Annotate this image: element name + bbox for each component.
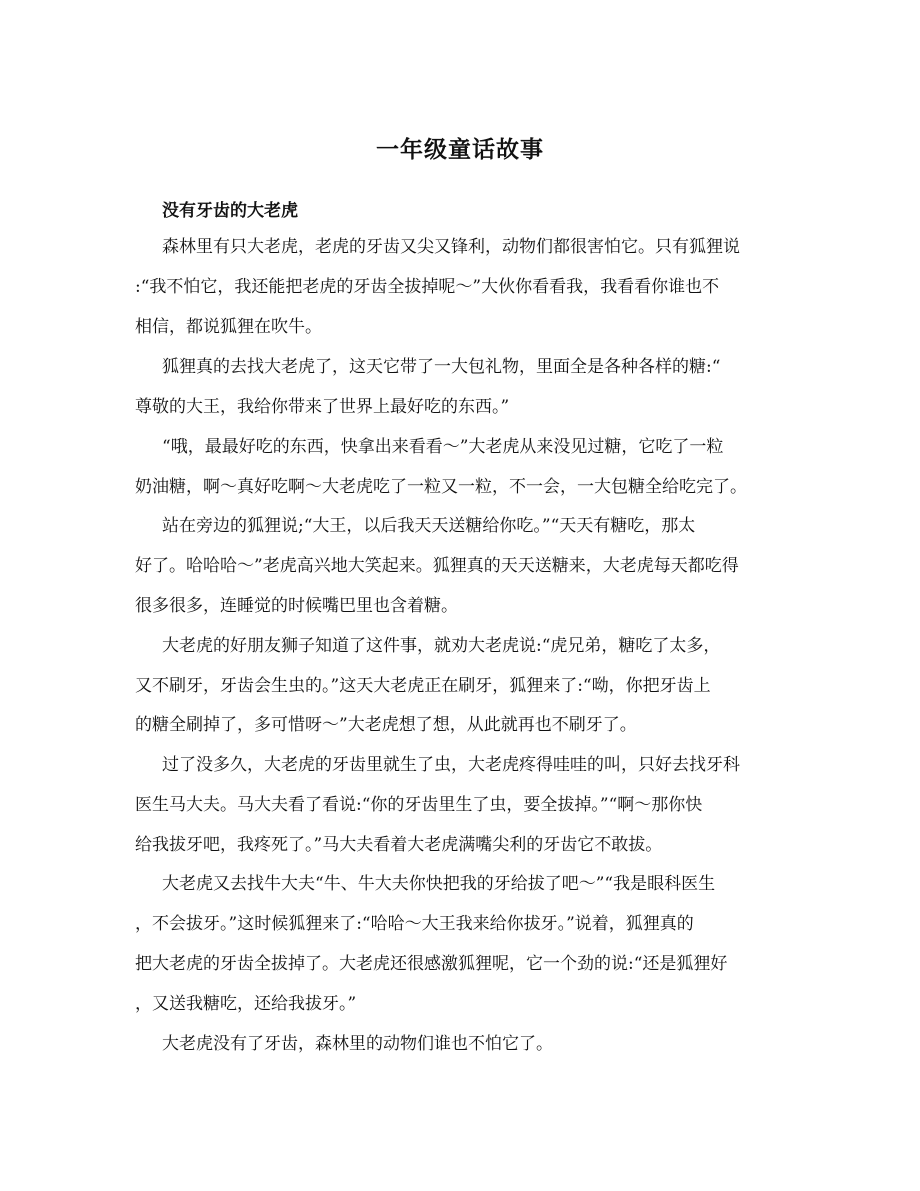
- text-line: 医生马大夫。马大夫看了看说:“你的牙齿里生了虫，要全拔掉。”“啊～那你快: [135, 795, 703, 815]
- text-line: 站在旁边的狐狸说;“大王，以后我天天送糖给你吃。”“天天有糖吃，那太: [162, 516, 696, 536]
- text-line: 把大老虎的牙齿全拔掉了。大老虎还很感激狐狸呢，它一个劲的说:“还是狐狸好: [135, 954, 728, 974]
- text-line: 很多很多，连睡觉的时候嘴巴里也含着糖。: [135, 596, 458, 616]
- text-line: 给我拔牙吧，我疼死了。”马大夫看着大老虎满嘴尖利的牙齿它不敢拔。: [135, 835, 663, 855]
- text-line: ，又送我糖吃，还给我拔牙。”: [135, 994, 357, 1014]
- text-line: :“我不怕它，我还能把老虎的牙齿全拔掉呢～”大伙你看看我，我看看你谁也不: [135, 277, 720, 297]
- text-line: 狐狸真的去找大老虎了，这天它带了一大包礼物，里面全是各种各样的糖:“: [162, 357, 721, 377]
- text-line: 奶油糖，啊～真好吃啊～大老虎吃了一粒又一粒，不一会，一大包糖全给吃完了。: [135, 477, 747, 497]
- text-line: 森林里有只大老虎，老虎的牙齿又尖又锋利，动物们都很害怕它。只有狐狸说: [162, 237, 740, 257]
- text-line: 好了。哈哈哈～”老虎高兴地大笑起来。狐狸真的天天送糖来，大老虎每天都吃得: [135, 556, 739, 576]
- text-line: 尊敬的大王，我给你带来了世界上最好吃的东西。”: [135, 397, 510, 417]
- text-line: 大老虎的好朋友狮子知道了这件事，就劝大老虎说:“虎兄弟，糖吃了太多，: [162, 636, 721, 656]
- text-line: “哦，最最好吃的东西，快拿出来看看～”大老虎从来没见过糖，它吃了一粒: [162, 437, 724, 457]
- text-line: 又不刷牙，牙齿会生虫的。”这天大老虎正在刷牙，狐狸来了:“呦，你把牙齿上: [135, 676, 711, 696]
- text-line: 大老虎又去找牛大夫“牛、牛大夫你快把我的牙给拔了吧～”“我是眼科医生: [162, 874, 716, 894]
- text-line: 大老虎没有了牙齿，森林里的动物们谁也不怕它了。: [162, 1034, 553, 1054]
- text-line: 的糖全刷掉了，多可惜呀～”大老虎想了想，从此就再也不刷牙了。: [135, 715, 637, 735]
- story-title: 没有牙齿的大老虎: [162, 201, 298, 221]
- document-title: 一年级童话故事: [376, 136, 544, 163]
- text-line: ，不会拔牙。”这时候狐狸来了:“哈哈～大王我来给你拔牙。”说着，狐狸真的: [135, 914, 694, 934]
- text-line: 过了没多久，大老虎的牙齿里就生了虫，大老虎疼得哇哇的叫，只好去找牙科: [162, 755, 740, 775]
- text-line: 相信，都说狐狸在吹牛。: [135, 317, 322, 337]
